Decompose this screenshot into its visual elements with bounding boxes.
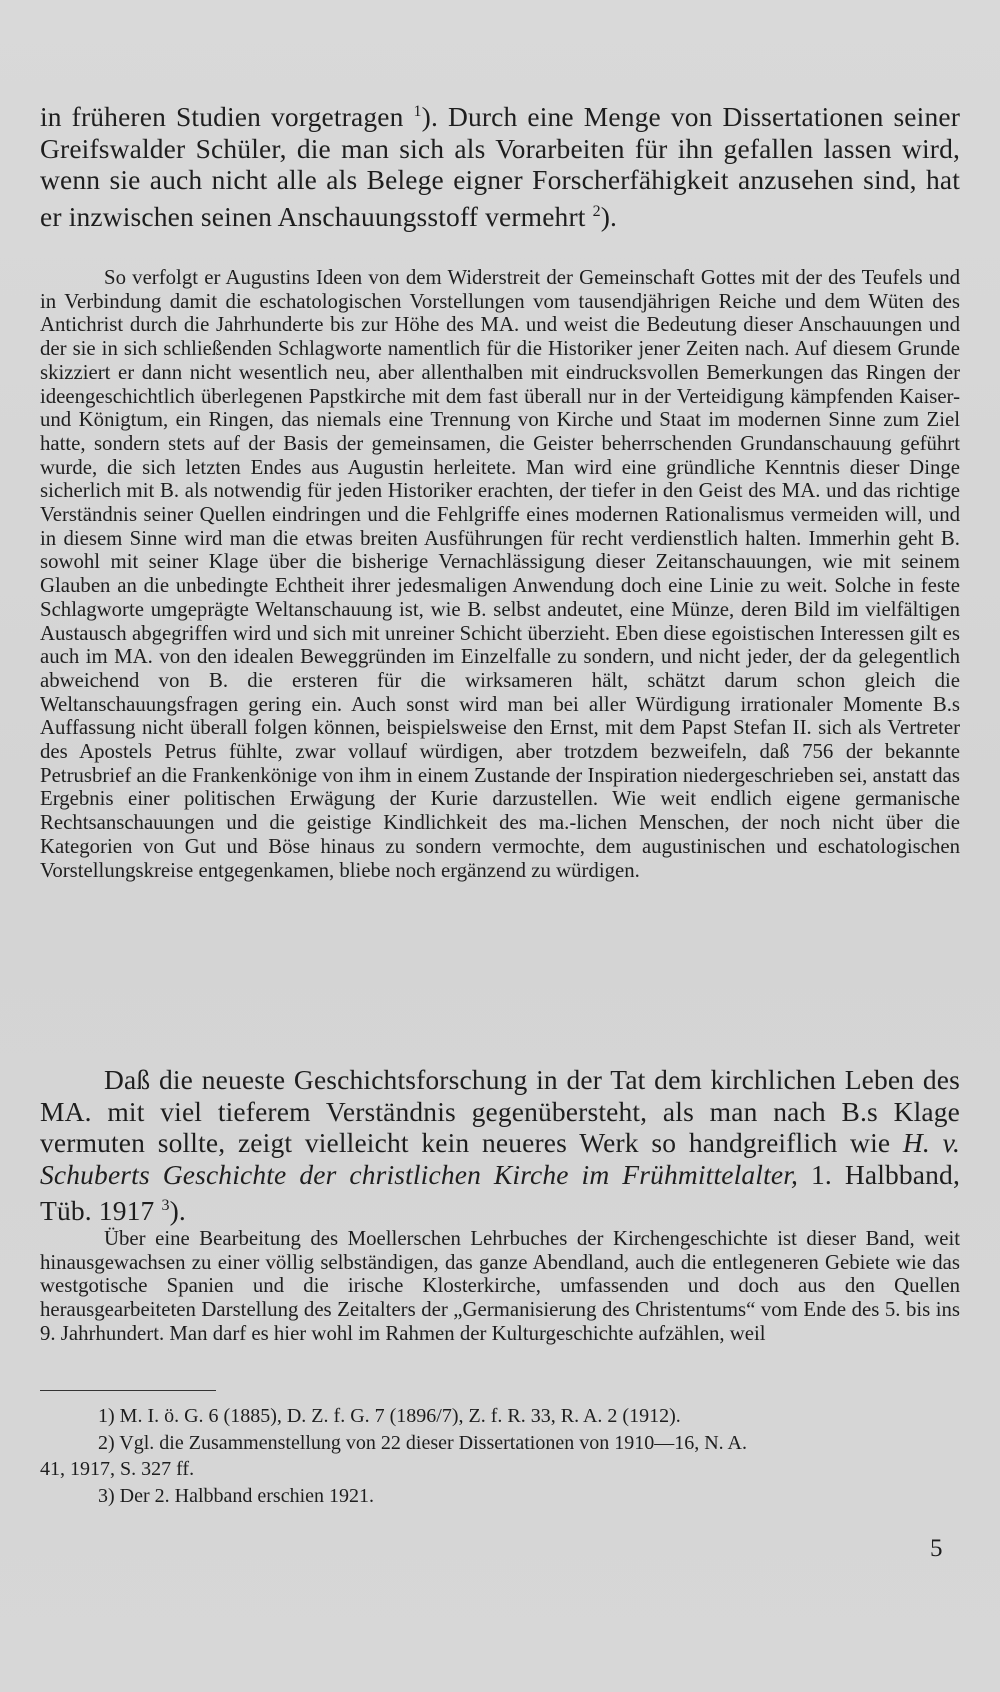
footnote-3: 3) Der 2. Halbband erschien 1921. xyxy=(98,1484,375,1507)
paragraph-text: ). xyxy=(600,200,618,232)
paragraph-text: So verfolgt er Augustins Ideen von dem Widerstreit der Gemeinschaft Gottes mit der des Teufels und in Verbindung damit die eschatologischen Vorstellungen vom tausendjährigen Reiche und dem Wüten des Antichrist durch die Jahrhunderte bis zur Höhe des MA. und weist die Bedeutung dieser Anschauungen und der sie in sich schließenden Schlagworte namentlich für die Historiker jener Zeiten nach. Auf diesem Grunde skizziert er dann nicht wesentlich neu, aber allenthalben mit eindrucksvollen Bemerkungen das Ringen der ideengeschichtlich überlegenen Papstkirche mit dem fast überall nur in der Verteidigung kämpfenden Kaiser- und Königtum, ein Ringen, das niemals eine Trennung von Kirche und Staat im modernen Sinne zum Ziel hatte, sondern stets auf der Basis der gemeinsamen, die Geister beherrschenden Grundanschauung geführt wurde, die sich letzten Endes aus Augustin herleitete. Man wird eine gründliche Kenntnis dieser Dinge sicherlich mit B. als notwendig für jeden Historiker erachten, der tiefer in den Geist des MA. und das richtige Verständnis seiner Quellen eindringen und die Fehlgriffe eines modernen Rationalismus vermeiden will, und in diesem Sinne wird man die etwas breiten Ausführungen für recht verdienstlich halten. Immerhin geht B. sowohl mit seiner Klage über die bisherige Vernachlässigung dieser Zeitanschauungen, wie mit seinem Glauben an die unbedingte Echtheit ihrer jedesmaligen Anwendung doch eine Linie zu weit. Solche in feste Schlagworte umgeprägte Weltanschauung ist, wie B. selbst andeutet, eine Münze, deren Bild im vielfältigen Austausch abgegriffen wird und sich mit unreiner Schicht überzieht. Eben diese egoistischen Interessen gilt es auch im MA. von den idealen Beweggründen im Einzelfalle zu sondern, und nicht jeder, der da gelegentlich abweichend von B. die ersteren für die wirksameren hält, schätzt darum schon gleich die Weltanschauungsfragen gering ein. Auch sonst wird man bei aller Würdigung irrationaler Momente B.s Auffassung nicht überall folgen können, beispielsweise den Ernst, mit dem Papst Stefan II. sich als Vertreter des Apostels Petrus fühlte, zwar vollauf würdigen, aber trotzdem bezweifeln, daß 756 der bekannte Petrusbrief an die Frankenkönige von ihm in einem Zustande der Inspiration niedergeschrieben sei, anstatt das Ergebnis einer politischen Erwägung der Kurie darzustellen. Wie weit endlich eigene germanische Rechtsanschauungen und die geistige Kindlichkeit des ma.-lichen Menschen, der noch nicht über die Kategorien von Gut und Böse hinaus zu sondern vermochte, dem augustinischen und eschatologischen Vorstellungskreise entgegenkamen, bliebe noch ergänzend zu würdigen. xyxy=(40,266,960,882)
paragraph-text: ). xyxy=(169,1195,186,1227)
footnote-1: 1) M. I. ö. G. 6 (1885), D. Z. f. G. 7 (1896/7), Z. f. R. 33, R. A. 2 (1912). xyxy=(98,1405,681,1427)
paragraph-text: Daß die neueste Geschichtsforschung in der Tat dem kirchlichen Leben des MA. mit viel tieferem Verständnis gegenübersteht, als man nach B.s Klage vermuten sollte, zeigt vielleicht kein neueres Werk so handgreiflich wie xyxy=(40,1064,960,1158)
paragraph-small-print-2 xyxy=(40,1227,960,1346)
paragraph-text: in früheren Studien vorgetragen xyxy=(40,101,414,133)
footnotes xyxy=(40,1403,960,1509)
footnote-2-continued: 41, 1917, S. 327 ff. xyxy=(40,1458,195,1480)
paragraph-main xyxy=(40,1064,960,1227)
paragraph-text: Über eine Bearbeitung des Moellerschen Lehrbuches der Kirchengeschichte ist dieser Band, weit hinausgewachsen zu einer völlig selbständigen, das ganze Abendland, auch die entlegeneren Gebiete wie das westgotische Spanien und die irische Klosterkirche, umfassenden und doch aus den Quellen herausgearbeiteten Darstellung des Zeitalters der „Germanisierung des Christentums“ vom Ende des 5. bis ins 9. Jahrhundert. Man darf es hier wohl im Rahmen der Kulturgeschichte aufzählen, weil xyxy=(40,1227,960,1345)
footnote-2: 2) Vgl. die Zusammenstellung von 22 dieser Dissertationen von 1910—16, N. A. xyxy=(98,1431,747,1454)
page-number: 5 xyxy=(930,1535,943,1562)
paragraph-text: 1. Halbband, Tüb. 1917 xyxy=(40,1158,960,1227)
footnote-ref: 2 xyxy=(592,202,601,220)
footnote-ref: 3 xyxy=(161,1197,170,1214)
paragraph-text: ). Durch eine Menge von Dissertationen seiner Greifswalder Schüler, die man sich als Vorarbeiten für ihn gefallen lassen wird, wenn sie auch nicht alle als Belege eigner Forscherfähigkeit anzusehen sind, hat er inzwischen seinen Anschauungsstoff vermehrt xyxy=(40,101,961,232)
paragraph-small-print xyxy=(40,266,960,882)
book-title: H. v. Schuberts Geschichte der christlichen Kirche im Frühmittelalter, xyxy=(40,1127,960,1190)
footnote-ref: 1 xyxy=(413,103,422,120)
footnote-divider xyxy=(40,1390,216,1391)
paragraph-continuation xyxy=(40,96,960,232)
